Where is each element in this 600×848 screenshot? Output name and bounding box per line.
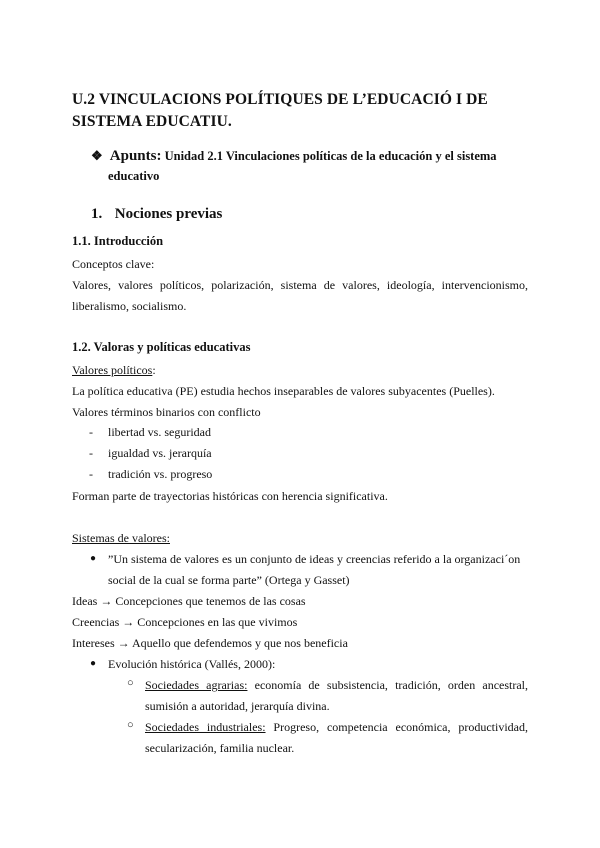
apunts-subtitle-line-1: Unidad 2.1 Vinculaciones políticas de la educación y el sistema	[164, 149, 497, 163]
dash-bullet: -	[89, 467, 93, 481]
intereses-line: Intereses → Aquello que defendemos y que nos beneficia	[72, 636, 348, 650]
list-item	[89, 446, 212, 461]
agrarias-line-2: sumisión a autoridad, jerarquía divina.	[145, 699, 330, 713]
section-1-number: 1.	[91, 206, 103, 222]
ideas-line: Ideas → Concepciones que tenemos de las cosas	[72, 594, 306, 608]
circle-bullet-icon: ○	[127, 677, 134, 689]
title-line-1: U.2 VINCULACIONS POLÍTIQUES DE L’EDUCACIÓ I DE	[72, 91, 488, 108]
dash-bullet: -	[89, 446, 93, 460]
valores-politicos-label: Valores políticos	[72, 363, 153, 377]
concepts-line-1: Valores, valores políticos, polarización, sistema de valores, ideología, intervencionismo,	[72, 278, 528, 292]
quote-line-1: ”Un sistema de valores es un conjunto de ideas y creencias referido a la organizaci´on	[108, 552, 521, 566]
binarios-line: Valores términos binarios con conflicto	[72, 405, 261, 419]
quote-line-2: social de la cual se forma parte” (Ortega y Gasset)	[108, 573, 350, 587]
dash-bullet: -	[89, 425, 93, 439]
creencias-line: Creencias → Concepciones en las que vivimos	[72, 615, 298, 629]
circle-bullet-icon: ○	[127, 719, 134, 731]
section-1-1-heading: 1.1. Introducción	[72, 234, 164, 248]
bullet-icon: ●	[90, 658, 97, 669]
bullet-icon: ●	[90, 553, 97, 564]
agrarias-line-1	[145, 677, 528, 693]
list-item-text: tradición vs. progreso	[108, 467, 213, 481]
title-line-2: SISTEMA EDUCATIU.	[72, 113, 232, 130]
agrarias-text-1: economía de subsistencia, tradición, orden ancestral,	[254, 678, 529, 692]
industriales-label: Sociedades industriales:	[145, 720, 266, 734]
industriales-line-1	[145, 719, 528, 735]
list-item	[89, 425, 211, 440]
valores-politicos-heading	[72, 362, 528, 378]
apunts-subtitle-line-2: educativo	[108, 169, 160, 183]
concepts-line-2: liberalismo, socialismo.	[72, 299, 187, 313]
agrarias-label: Sociedades agrarias:	[145, 678, 248, 692]
section-1-2-heading: 1.2. Valoras y políticas educativas	[72, 340, 251, 354]
sistemas-heading: Sistemas de valores:	[72, 531, 170, 545]
apunts-heading	[91, 146, 531, 186]
apunts-label: Apunts:	[109, 148, 162, 164]
diamond-bullet-icon: ❖	[91, 148, 103, 163]
industriales-text-1: Progreso, competencia económica, productividad,	[273, 720, 529, 734]
valores-politicos-colon: :	[152, 363, 156, 377]
concepts-label: Conceptos clave:	[72, 257, 155, 271]
list-item-text: igualdad vs. jerarquía	[108, 446, 212, 460]
document-title	[72, 89, 528, 133]
evolucion-line: Evolución histórica (Vallés, 2000):	[108, 657, 276, 671]
forman-line: Forman parte de trayectorias históricas con herencia significativa.	[72, 489, 388, 503]
section-1-heading	[91, 206, 222, 223]
pe-line: La política educativa (PE) estudia hechos inseparables de valores subyacentes (Puelles).	[72, 384, 495, 398]
list-item-text: libertad vs. seguridad	[108, 425, 211, 439]
list-item	[89, 467, 213, 482]
industriales-line-2: secularización, familia nuclear.	[145, 741, 295, 755]
section-1-title: Nociones previas	[114, 206, 223, 222]
